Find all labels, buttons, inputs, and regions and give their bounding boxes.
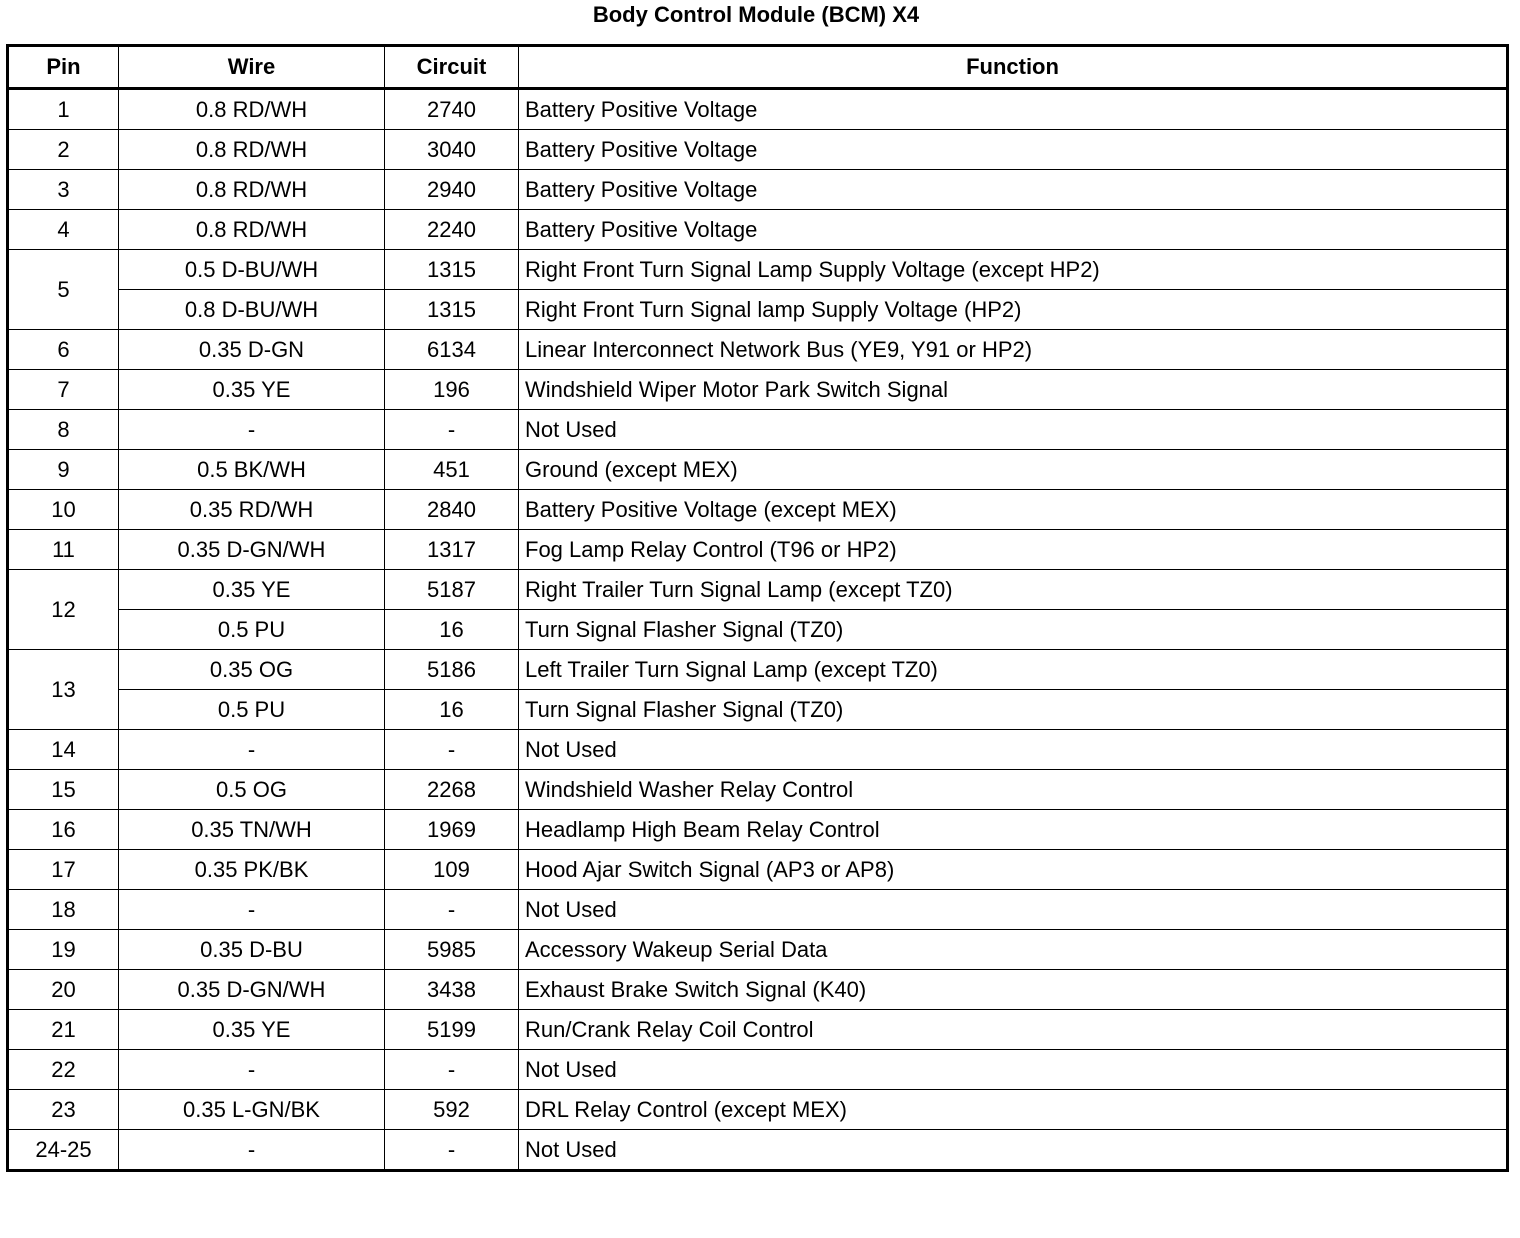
wire-cell: - — [119, 1130, 385, 1171]
wire-cell: 0.35 OG — [119, 650, 385, 690]
circuit-cell: 5199 — [385, 1010, 519, 1050]
circuit-cell: - — [385, 410, 519, 450]
header-pin: Pin — [8, 46, 119, 89]
circuit-cell: 6134 — [385, 330, 519, 370]
table-row — [8, 530, 1508, 570]
circuit-cell: 1315 — [385, 290, 519, 330]
pin-cell: 12 — [8, 570, 119, 650]
wire-cell: 0.8 RD/WH — [119, 210, 385, 250]
table-row — [8, 970, 1508, 1010]
function-cell: Turn Signal Flasher Signal (TZ0) — [519, 610, 1508, 650]
wire-cell: 0.35 YE — [119, 370, 385, 410]
function-cell: Battery Positive Voltage — [519, 130, 1508, 170]
wire-cell: 0.8 RD/WH — [119, 170, 385, 210]
function-cell: DRL Relay Control (except MEX) — [519, 1090, 1508, 1130]
pin-cell: 13 — [8, 650, 119, 730]
pin-cell: 8 — [8, 410, 119, 450]
pin-cell: 3 — [8, 170, 119, 210]
table-row — [8, 290, 1508, 330]
function-cell: Not Used — [519, 890, 1508, 930]
table-row — [8, 850, 1508, 890]
circuit-cell: - — [385, 890, 519, 930]
wire-cell: 0.35 D-BU — [119, 930, 385, 970]
table-row — [8, 690, 1508, 730]
pin-cell: 7 — [8, 370, 119, 410]
wire-cell: - — [119, 890, 385, 930]
function-cell: Exhaust Brake Switch Signal (K40) — [519, 970, 1508, 1010]
wire-cell: - — [119, 410, 385, 450]
circuit-cell: 5985 — [385, 930, 519, 970]
pin-cell: 18 — [8, 890, 119, 930]
table-row — [8, 1130, 1508, 1171]
circuit-cell: 196 — [385, 370, 519, 410]
wire-cell: 0.35 L-GN/BK — [119, 1090, 385, 1130]
function-cell: Accessory Wakeup Serial Data — [519, 930, 1508, 970]
wire-cell: 0.35 YE — [119, 1010, 385, 1050]
circuit-cell: 1315 — [385, 250, 519, 290]
table-row — [8, 570, 1508, 610]
function-cell: Left Trailer Turn Signal Lamp (except TZ0) — [519, 650, 1508, 690]
circuit-cell: 451 — [385, 450, 519, 490]
pin-cell: 9 — [8, 450, 119, 490]
wire-cell: - — [119, 1050, 385, 1090]
wire-cell: 0.5 D-BU/WH — [119, 250, 385, 290]
wire-cell: - — [119, 730, 385, 770]
pin-cell: 20 — [8, 970, 119, 1010]
function-cell: Not Used — [519, 410, 1508, 450]
table-row — [8, 890, 1508, 930]
table-row — [8, 210, 1508, 250]
circuit-cell: 3040 — [385, 130, 519, 170]
table-row — [8, 130, 1508, 170]
pin-cell: 4 — [8, 210, 119, 250]
table-row — [8, 89, 1508, 130]
table-body — [8, 89, 1508, 1171]
table-row — [8, 730, 1508, 770]
circuit-cell: 2240 — [385, 210, 519, 250]
circuit-cell: 2940 — [385, 170, 519, 210]
header-row — [8, 46, 1508, 89]
function-cell: Right Front Turn Signal lamp Supply Voltage (HP2) — [519, 290, 1508, 330]
wire-cell: 0.35 RD/WH — [119, 490, 385, 530]
table-row — [8, 410, 1508, 450]
function-cell: Windshield Washer Relay Control — [519, 770, 1508, 810]
function-cell: Linear Interconnect Network Bus (YE9, Y91 or HP2) — [519, 330, 1508, 370]
table-row — [8, 330, 1508, 370]
circuit-cell: 2840 — [385, 490, 519, 530]
function-cell: Not Used — [519, 730, 1508, 770]
table-row — [8, 250, 1508, 290]
function-cell: Battery Positive Voltage — [519, 170, 1508, 210]
table-row — [8, 810, 1508, 850]
circuit-cell: 16 — [385, 610, 519, 650]
circuit-cell: 592 — [385, 1090, 519, 1130]
circuit-cell: 1317 — [385, 530, 519, 570]
circuit-cell: 2740 — [385, 89, 519, 130]
wire-cell: 0.35 D-GN — [119, 330, 385, 370]
function-cell: Turn Signal Flasher Signal (TZ0) — [519, 690, 1508, 730]
circuit-cell: 5187 — [385, 570, 519, 610]
pin-cell: 21 — [8, 1010, 119, 1050]
wire-cell: 0.35 D-GN/WH — [119, 970, 385, 1010]
pin-cell: 2 — [8, 130, 119, 170]
function-cell: Right Trailer Turn Signal Lamp (except TZ0) — [519, 570, 1508, 610]
pin-cell: 11 — [8, 530, 119, 570]
circuit-cell: 3438 — [385, 970, 519, 1010]
table-title: Body Control Module (BCM) X4 — [592, 2, 920, 27]
header-wire: Wire — [119, 46, 385, 89]
circuit-cell: 109 — [385, 850, 519, 890]
circuit-cell: 16 — [385, 690, 519, 730]
wire-cell: 0.5 BK/WH — [119, 450, 385, 490]
table-row — [8, 1010, 1508, 1050]
circuit-cell: 5186 — [385, 650, 519, 690]
table-row — [8, 450, 1508, 490]
function-cell: Not Used — [519, 1050, 1508, 1090]
wire-cell: 0.35 YE — [119, 570, 385, 610]
function-cell: Battery Positive Voltage — [519, 89, 1508, 130]
wire-cell: 0.5 PU — [119, 610, 385, 650]
pin-cell: 19 — [8, 930, 119, 970]
table-row — [8, 770, 1508, 810]
function-cell: Battery Positive Voltage — [519, 210, 1508, 250]
pin-cell: 16 — [8, 810, 119, 850]
function-cell: Run/Crank Relay Coil Control — [519, 1010, 1508, 1050]
function-cell: Ground (except MEX) — [519, 450, 1508, 490]
table-row — [8, 490, 1508, 530]
function-cell: Fog Lamp Relay Control (T96 or HP2) — [519, 530, 1508, 570]
header-circuit: Circuit — [385, 46, 519, 89]
wire-cell: 0.8 RD/WH — [119, 89, 385, 130]
header-function: Function — [519, 46, 1508, 89]
wire-cell: 0.8 RD/WH — [119, 130, 385, 170]
wire-cell: 0.8 D-BU/WH — [119, 290, 385, 330]
pin-cell: 10 — [8, 490, 119, 530]
table-row — [8, 650, 1508, 690]
wire-cell: 0.35 D-GN/WH — [119, 530, 385, 570]
wire-cell: 0.35 PK/BK — [119, 850, 385, 890]
pin-cell: 17 — [8, 850, 119, 890]
function-cell: Windshield Wiper Motor Park Switch Signal — [519, 370, 1508, 410]
pin-cell: 14 — [8, 730, 119, 770]
pin-cell: 5 — [8, 250, 119, 330]
wire-cell: 0.5 PU — [119, 690, 385, 730]
function-cell: Not Used — [519, 1130, 1508, 1171]
wire-cell: 0.5 OG — [119, 770, 385, 810]
table-row — [8, 1050, 1508, 1090]
table-row — [8, 610, 1508, 650]
pin-cell: 22 — [8, 1050, 119, 1090]
function-cell: Hood Ajar Switch Signal (AP3 or AP8) — [519, 850, 1508, 890]
pin-cell: 24-25 — [8, 1130, 119, 1171]
circuit-cell: - — [385, 1130, 519, 1171]
function-cell: Right Front Turn Signal Lamp Supply Voltage (except HP2) — [519, 250, 1508, 290]
circuit-cell: - — [385, 730, 519, 770]
table-row — [8, 1090, 1508, 1130]
circuit-cell: 2268 — [385, 770, 519, 810]
function-cell: Headlamp High Beam Relay Control — [519, 810, 1508, 850]
pin-cell: 6 — [8, 330, 119, 370]
circuit-cell: 1969 — [385, 810, 519, 850]
function-cell: Battery Positive Voltage (except MEX) — [519, 490, 1508, 530]
table-row — [8, 370, 1508, 410]
pin-cell: 1 — [8, 89, 119, 130]
pin-cell: 15 — [8, 770, 119, 810]
pinout-table — [6, 44, 1509, 1172]
circuit-cell: - — [385, 1050, 519, 1090]
wire-cell: 0.35 TN/WH — [119, 810, 385, 850]
table-row — [8, 930, 1508, 970]
table-row — [8, 170, 1508, 210]
pin-cell: 23 — [8, 1090, 119, 1130]
